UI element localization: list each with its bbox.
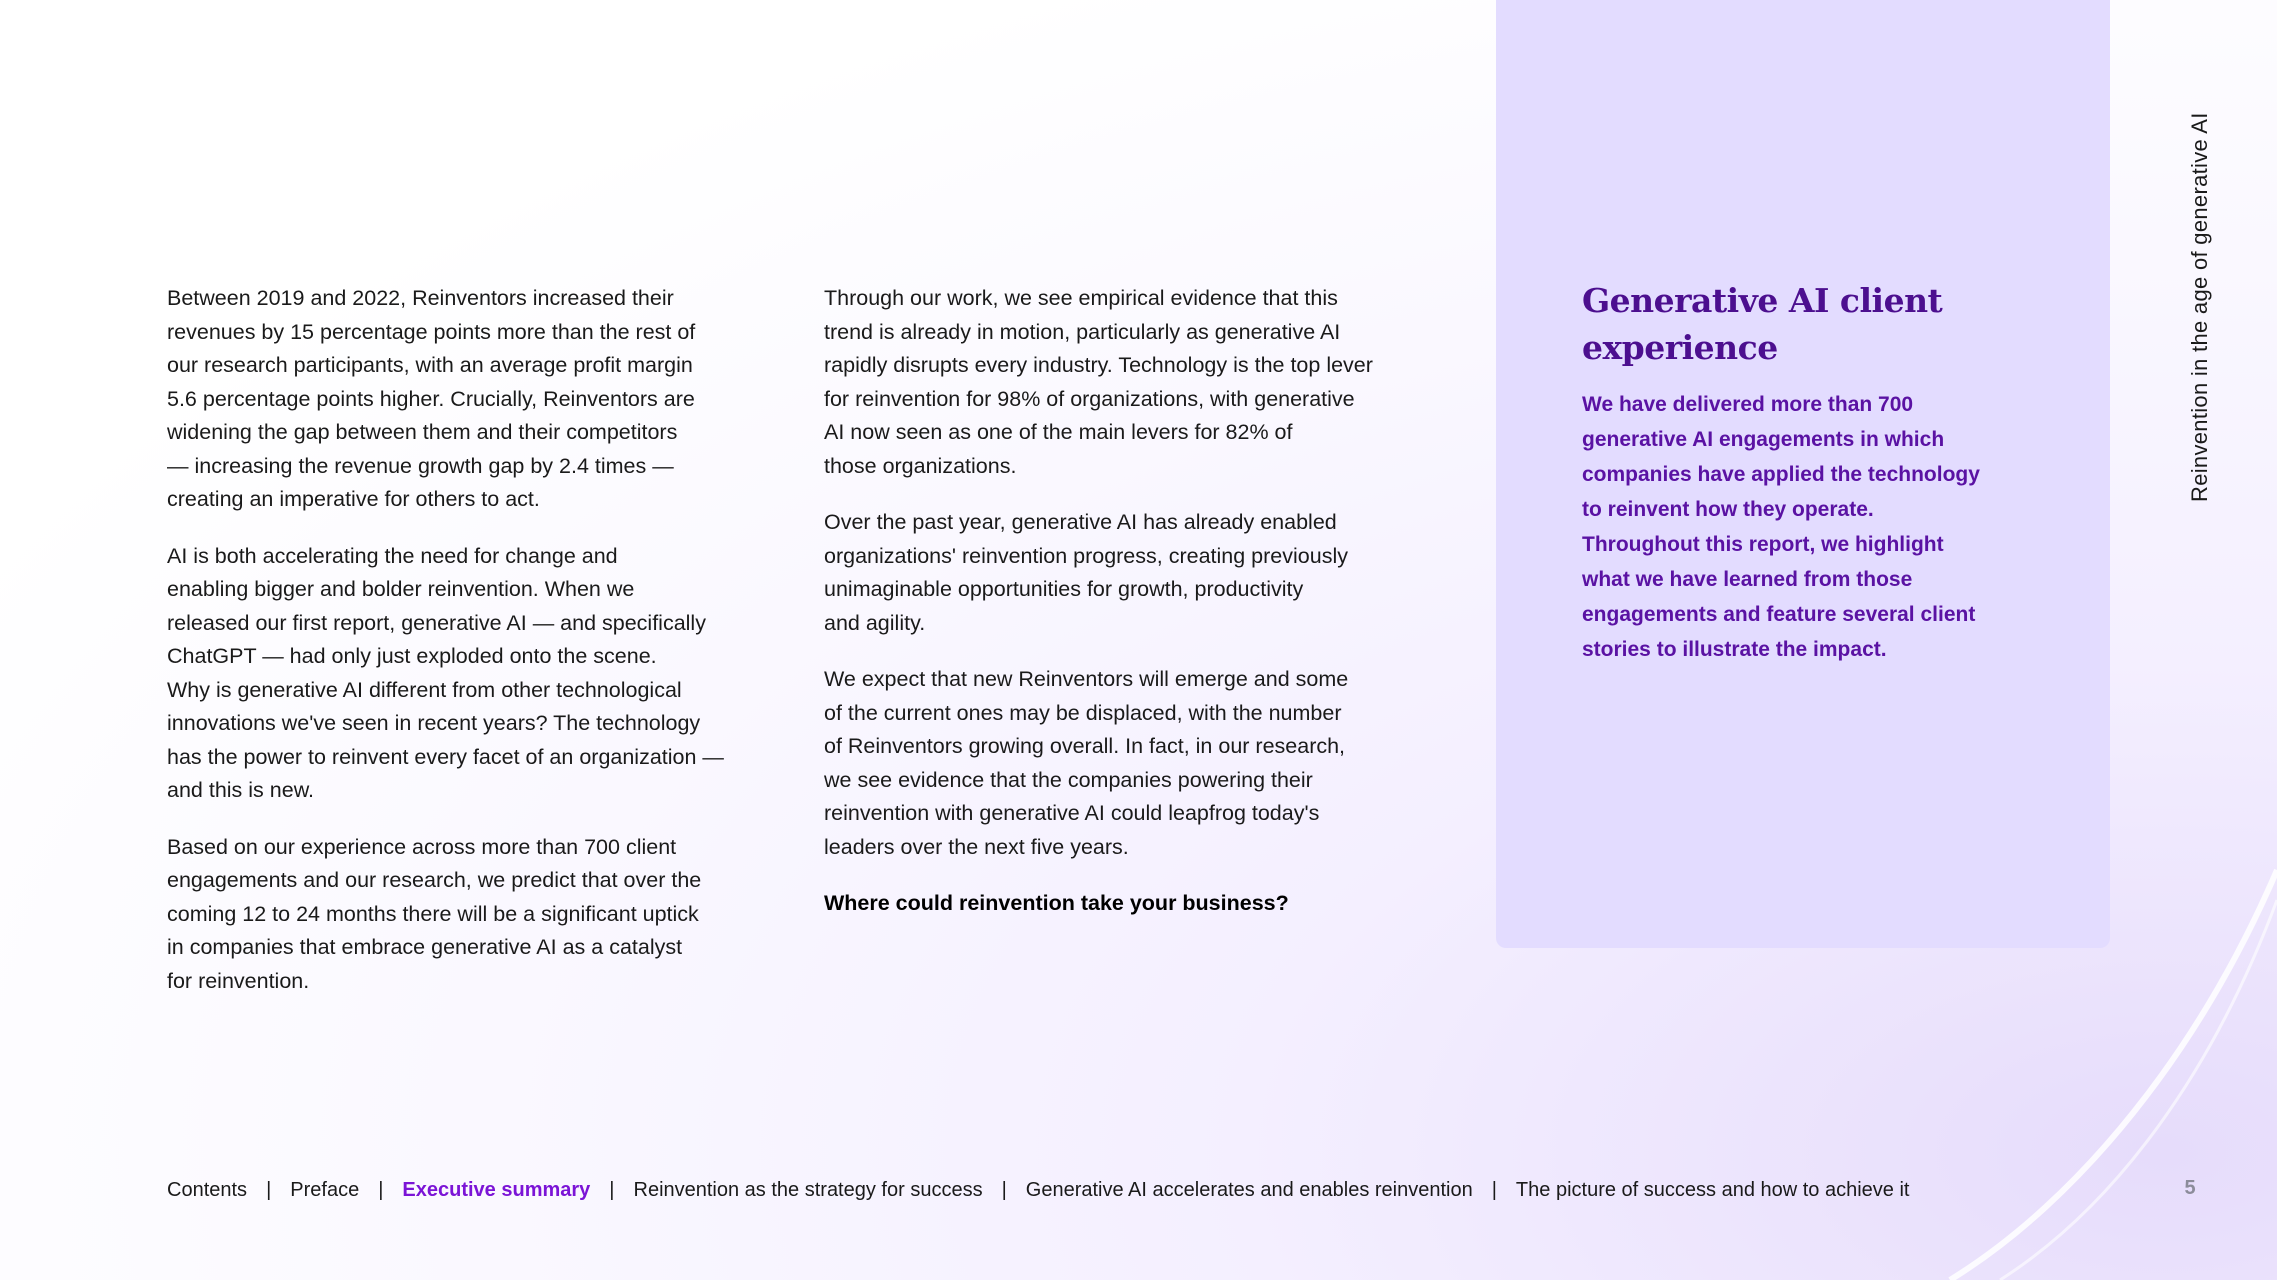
nav-link-picture-of-success[interactable]: The picture of success and how to achieve it: [1515, 1179, 1910, 1201]
body-column-left: [167, 282, 792, 1021]
paragraph: Through our work, we see empirical evidence that this trend is already in motion, particularly as generative AI rapidly disrupts every industry. Technology is the top lever for reinvention for 98% of organizations, with generative AI now seen as one of the main levers for 82% of those organizations.: [824, 286, 1373, 478]
closing-question: Where could reinvention take your business?: [824, 891, 1289, 915]
panel-title: Generative AI client experience: [1582, 281, 1943, 367]
nav-separator: |: [1001, 1179, 1007, 1201]
nav-separator: |: [266, 1179, 272, 1201]
body-column-right: [824, 282, 1454, 944]
nav-separator: |: [378, 1179, 384, 1201]
panel-body: We have delivered more than 700 generative AI engagements in which companies have applied the technology to reinvent how they operate. Throughout this report, we highlight what we have learned from those engagements and feature several client stories to illustrate the impact.: [1582, 393, 1980, 661]
paragraph: AI is both accelerating the need for change and enabling bigger and bolder reinvention. When we released our first report, generative AI — and specifically ChatGPT — had only just exploded onto the scene. Why is generative AI different from other technological innovations we've seen in recent years? The technology has the power to reinvent every facet of an organization — and this is new.: [167, 543, 724, 802]
nav-separator: |: [609, 1179, 615, 1201]
nav-link-contents[interactable]: Contents: [167, 1179, 248, 1201]
nav-separator: |: [1491, 1179, 1497, 1201]
paragraph: Between 2019 and 2022, Reinventors increased their revenues by 15 percentage points more than the rest of our research participants, with an average profit margin 5.6 percentage points higher. Crucially, Reinventors are widening the gap between them and their competitors — increasing the revenue growth gap by 2.4 times — creating an imperative for others to act.: [167, 286, 696, 511]
page-number: 5: [2184, 1177, 2196, 1199]
nav-link-reinvention-strategy[interactable]: Reinvention as the strategy for success: [633, 1179, 983, 1201]
report-title-vertical: Reinvention in the age of generative AI: [2187, 112, 2212, 502]
nav-link-executive-summary[interactable]: Executive summary: [402, 1179, 591, 1201]
paragraph: We expect that new Reinventors will emerge and some of the current ones may be displaced, with the number of Reinventors growing overall. In fact, in our research, we see evidence that the companies powering their reinvention with generative AI could leapfrog today's leaders over the next five years.: [824, 667, 1349, 859]
client-experience-panel: [1496, 0, 2110, 948]
footer-navigation: [167, 1176, 1909, 1204]
paragraph: Over the past year, generative AI has already enabled organizations' reinvention progress, creating previously unimaginable opportunities for growth, productivity and agility.: [824, 510, 1348, 635]
nav-link-preface[interactable]: Preface: [290, 1179, 360, 1201]
paragraph: Based on our experience across more than 700 client engagements and our research, we predict that over the coming 12 to 24 months there will be a significant uptick in companies that embrace generative AI as a catalyst for reinvention.: [167, 834, 702, 993]
nav-link-genai-accelerates[interactable]: Generative AI accelerates and enables reinvention: [1025, 1179, 1473, 1201]
